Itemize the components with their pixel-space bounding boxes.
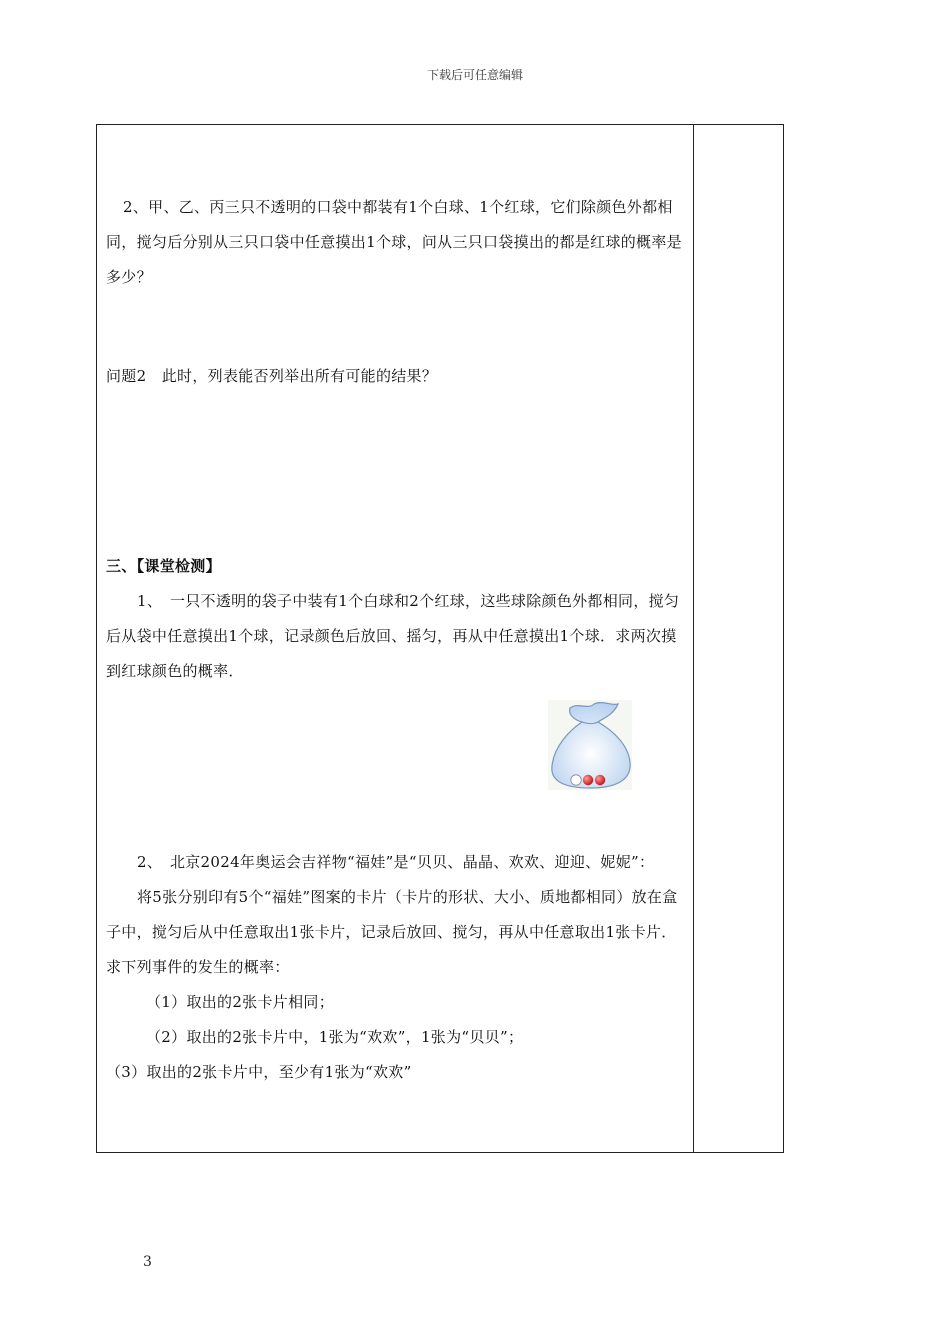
question-2: 问题2 此时，列表能否列举出所有可能的结果？ — [106, 367, 438, 385]
check-question-2-body: 将5张分别印有5个“福娃”图案的卡片（卡片的形状、大小、质地都相同）放在盒子中，搅匀后从中任意取出1张卡片，记录后放回、搅匀，再从中任意取出1张卡片．求下列事件的发生的概率： — [106, 888, 678, 976]
check-item-2: （2）取出的2张卡片中，1张为“欢欢”，1张为“贝贝”； — [146, 1028, 524, 1046]
check-question-1: 1、 一只不透明的袋子中装有1个白球和2个红球，这些球除颜色外都相同，搅匀后从袋中任意摸出1个球，记录颜色后放回、摇匀，再从中任意摸出1个球．求两次摸到红球颜色的概率． — [106, 592, 680, 680]
check-item-3: （3）取出的2张卡片中，至少有1张为“欢欢” — [106, 1063, 412, 1081]
bag-with-balls-icon — [548, 700, 632, 790]
table-column-divider — [693, 124, 694, 1153]
exercise-2: 2、甲、乙、丙三只不透明的口袋中都装有1个白球、1个红球，它们除颜色外都相同，搅匀后分别从三只口袋中任意摸出1个球，问从三只口袋摸出的都是红球的概率是多少？ — [106, 198, 682, 286]
section-heading-classroom-check: 三、【课堂检测】 — [106, 557, 221, 575]
check-item-1: （1）取出的2张卡片相同； — [146, 993, 334, 1011]
header-note: 下载后可任意编辑 — [426, 68, 523, 82]
page-number: 3 — [143, 1254, 152, 1270]
check-question-2-intro: 2、 北京2024年奥运会吉祥物“福娃”是“贝贝、晶晶、欢欢、迎迎、妮妮”： — [137, 853, 655, 871]
worksheet-content — [106, 190, 686, 1090]
